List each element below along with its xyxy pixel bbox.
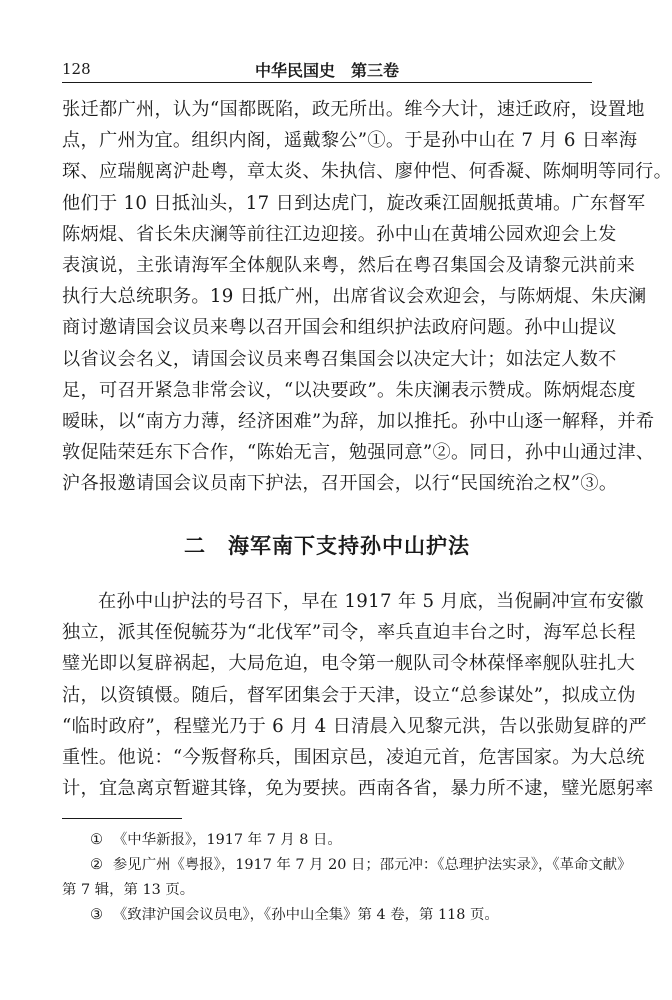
text-line: “临时政府”，程璧光乃于 6 月 4 日清晨入见黎元洪，告以张勋复辟的严 <box>62 715 647 737</box>
page-header <box>62 56 592 83</box>
footnote-3 <box>62 903 598 928</box>
text-line: 足，可召开紧急非常会议，“以决要政”。朱庆澜表示赞成。陈炳焜态度 <box>62 379 636 401</box>
footnote-text: 参见广州《粤报》，1917 年 7 月 20 日；邵元冲：《总理护法实录》，《革命文献》 <box>112 857 632 873</box>
text-line: 沪各报邀请国会议员南下护法，召开国会，以行“民国统治之权”③。 <box>62 473 618 495</box>
footnote-text: 《致津沪国会议员电》，《孙中山全集》第 4 卷，第 118 页。 <box>112 907 499 923</box>
page-number: 128 <box>62 60 91 78</box>
text-line: 敦促陆荣廷东下合作，“陈始无言，勉强同意”②。同日，孙中山通过津、 <box>62 442 655 464</box>
running-title: 中华民国史 第三卷 <box>254 61 399 80</box>
text-line: 执行大总统职务。19 日抵广州，出席省议会欢迎会，与陈炳焜、朱庆澜 <box>62 286 647 308</box>
footnotes <box>62 828 632 928</box>
footnote-1 <box>62 828 598 853</box>
footnote-mark: ③ <box>90 907 103 923</box>
text-line: 他们于 10 日抵汕头，17 日到达虎门，旋改乘江固舰抵黄埔。广东督军 <box>62 192 646 214</box>
footnote-2-continued: 第 7 辑，第 13 页。 <box>62 882 195 898</box>
footnote-2 <box>62 853 632 878</box>
text-line: 表演说，主张请海军全体舰队来粤，然后在粤召集国会及请黎元洪前来 <box>62 254 636 276</box>
footnote-mark: ① <box>90 832 103 848</box>
text-line: 点，广州为宜。组织内阁，遥戴黎公”①。于是孙中山在 7 月 6 日率海 <box>62 130 638 152</box>
text-line: 沽，以资镇慑。随后，督军团集会于天津，设立“总参谋处”，拟成立伪 <box>62 684 636 706</box>
paragraph-1 <box>62 94 672 499</box>
text-line: 琛、应瑞舰离沪赴粤，章太炎、朱执信、廖仲恺、何香凝、陈炯明等同行。 <box>62 161 672 183</box>
text-line: 独立，派其侄倪毓芬为“北伐军”司令，率兵直迫丰台之时，海军总长程 <box>62 622 636 644</box>
text-line: 陈炳焜、省长朱庆澜等前往江边迎接。孙中山在黄埔公园欢迎会上发 <box>62 223 617 245</box>
footnote-mark: ② <box>90 857 103 873</box>
paragraph-2 <box>62 586 654 804</box>
text-line: 商讨邀请国会议员来粤以召开国会和组织护法政府问题。孙中山提议 <box>62 317 617 339</box>
footnote-text: 《中华新报》，1917 年 7 月 8 日。 <box>112 832 342 848</box>
text-line: 璧光即以复辟祸起，大局危迫，电令第一舰队司令林葆怿率舰队驻扎大 <box>62 653 636 675</box>
text-line: 暧昧，以“南方力薄，经济困难”为辞，加以推托。孙中山逐一解释，并希 <box>62 410 655 432</box>
footnote-divider <box>62 818 182 819</box>
text-line: 张迁都广州，认为“国都既陷，政无所出。维今大计，速迁政府，设置地 <box>62 99 645 120</box>
text-line: 重性。他说：“今叛督称兵，围困京邑，凌迫元首，危害国家。为大总统 <box>62 746 645 768</box>
text-line: 以省议会名义，请国会议员来粤召集国会以决定大计；如法定人数不 <box>62 348 617 370</box>
section-title: 海军南下支持孙中山护法 <box>228 534 470 558</box>
text-line: 计，宜急离京暂避其锋，免为要挟。西南各省，暴力所不逮，璧光愿躬率 <box>62 778 654 800</box>
section-number: 二 <box>184 534 206 558</box>
section-heading <box>62 530 592 560</box>
text-line: 在孙中山护法的号召下，早在 1917 年 5 月底，当倪嗣冲宣布安徽 <box>98 591 644 612</box>
